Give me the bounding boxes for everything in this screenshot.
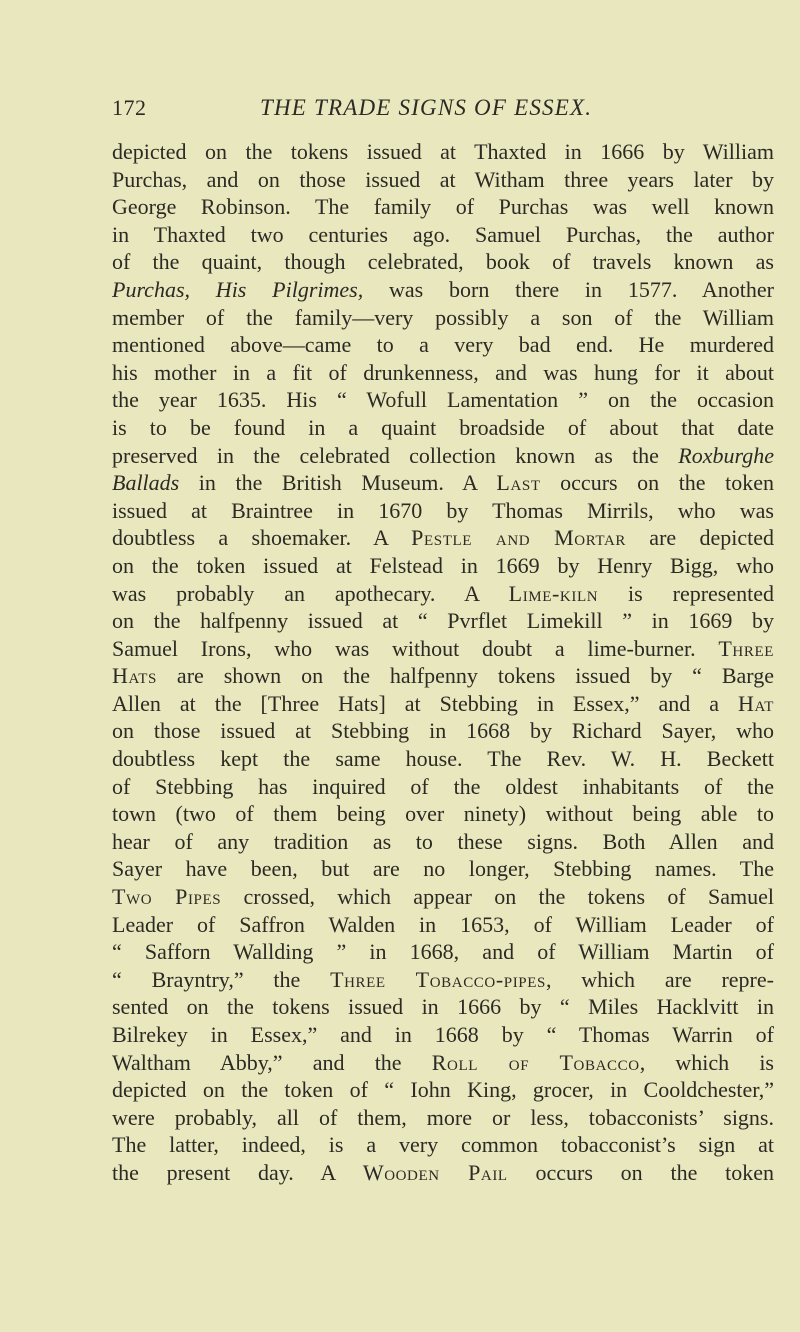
- italic-text: Ballads: [112, 470, 180, 496]
- small-caps-text: Two Pipes: [112, 884, 222, 910]
- body-paragraph: [112, 138, 774, 1187]
- text-run: preserved in the celebrated collection known as the: [112, 442, 679, 468]
- text-run: , which is: [639, 1049, 774, 1075]
- text-line: [112, 800, 774, 828]
- text-run: are depicted: [626, 525, 774, 551]
- italic-text: Roxburghe: [678, 442, 774, 468]
- text-run: Leader of Saffron Walden in 1653, of William Leader of: [112, 911, 774, 937]
- text-line: [112, 304, 774, 332]
- text-line: [112, 276, 774, 304]
- text-line: [112, 883, 774, 911]
- small-caps-text: Last: [496, 470, 541, 496]
- text-run: doubtless a shoemaker. A: [112, 525, 412, 551]
- text-run: mentioned above—came to a very bad end. He murdered: [112, 332, 774, 358]
- text-line: [112, 331, 774, 359]
- text-line: [112, 855, 774, 883]
- text-line: [112, 414, 774, 442]
- small-caps-text: Lime-kiln: [508, 580, 599, 606]
- text-run: , which are repre-: [545, 966, 774, 992]
- text-line: [112, 773, 774, 801]
- text-run: Purchas, and on those issued at Witham three years later by: [112, 166, 774, 192]
- text-line: [112, 1104, 774, 1132]
- text-run: Bilrekey in Essex,” and in 1668 by “ Thomas Warrin of: [112, 1022, 774, 1047]
- text-line: [112, 938, 774, 966]
- text-run: George Robinson. The family of Purchas was well known: [112, 194, 774, 220]
- text-run: is represented: [598, 580, 774, 606]
- text-line: [112, 1076, 774, 1104]
- text-run: of Stebbing has inquired of the oldest inhabitants of the: [112, 773, 774, 799]
- text-run: hear of any tradition as to these signs. Both Allen and: [112, 828, 774, 854]
- text-run: was born there in 1577. Another: [363, 276, 774, 302]
- text-run: on the token issued at Felstead in 1669 by Henry Bigg, who: [112, 552, 774, 578]
- text-line: [112, 359, 774, 387]
- italic-text: Purchas, His Pilgrimes,: [112, 276, 364, 302]
- text-line: [112, 442, 774, 470]
- text-line: [112, 469, 774, 497]
- text-run: his mother in a fit of drunkenness, and was hung for it about: [112, 359, 774, 385]
- text-line: [112, 138, 774, 166]
- text-run: town (two of them being over ninety) without being able to: [112, 801, 774, 827]
- text-run: “ Brayntry,” the: [112, 966, 331, 992]
- text-run: Sayer have been, but are no longer, Stebbing names. The: [112, 856, 774, 882]
- small-caps-text: Hat: [737, 690, 774, 716]
- text-run: occurs on the token: [540, 470, 774, 496]
- text-line: [112, 166, 774, 194]
- text-run: “ Safforn Wallding ” in 1668, and of William Martin of: [112, 939, 774, 965]
- text-line: [112, 524, 774, 552]
- text-run: the year 1635. His “ Wofull Lamentation ” on the occasion: [112, 387, 774, 413]
- text-run: on those issued at Stebbing in 1668 by Richard Sayer, who: [112, 718, 774, 744]
- small-caps-text: Roll of Tobacco: [431, 1049, 640, 1075]
- small-caps-text: Three Tobacco-pipes: [330, 966, 546, 992]
- text-line: [112, 828, 774, 856]
- text-line: [112, 193, 774, 221]
- text-run: depicted on the token of “ Iohn King, grocer, in Cooldchester,”: [112, 1077, 774, 1103]
- text-line: [112, 1131, 774, 1159]
- text-run: member of the family—very possibly a son of the William: [112, 304, 774, 330]
- text-line: [112, 635, 774, 663]
- text-line: [112, 662, 774, 690]
- text-run: on the halfpenny issued at “ Pvrflet Limekill ” in 1669 by: [112, 608, 774, 634]
- text-run: Samuel Irons, who was without doubt a lime-burner.: [112, 635, 719, 661]
- text-run: are shown on the halfpenny tokens issued by “ Barge: [156, 663, 774, 689]
- text-run: depicted on the tokens issued at Thaxted in 1666 by William: [112, 139, 774, 164]
- text-run: of the quaint, though celebrated, book of travels known as: [112, 249, 774, 275]
- text-line: [112, 966, 774, 994]
- text-line: [112, 690, 774, 718]
- text-line: [112, 386, 774, 414]
- text-line: [112, 221, 774, 249]
- text-run: the present day. A: [112, 1159, 363, 1185]
- small-caps-text: Wooden Pail: [362, 1159, 508, 1185]
- text-run: were probably, all of them, more or less, tobacconists’ signs.: [112, 1104, 774, 1130]
- text-line: [112, 717, 774, 745]
- small-caps-text: Hats: [112, 663, 157, 689]
- text-run: is to be found in a quaint broadside of about that date: [112, 414, 774, 440]
- text-line: [112, 580, 774, 608]
- text-run: in Thaxted two centuries ago. Samuel Purchas, the author: [112, 221, 774, 247]
- text-line: [112, 497, 774, 525]
- small-caps-text: Pestle and Mortar: [411, 525, 626, 551]
- text-run: in the British Museum. A: [179, 470, 497, 496]
- text-run: sented on the tokens issued in 1666 by “ Miles Hacklvitt in: [112, 994, 774, 1020]
- text-line: [112, 607, 774, 635]
- text-run: Allen at the [Three Hats] at Stebbing in Essex,” and a: [112, 690, 738, 716]
- running-head: [112, 95, 774, 125]
- text-run: crossed, which appear on the tokens of Samuel: [221, 884, 774, 910]
- page-number: 172: [112, 95, 147, 120]
- text-line: [112, 993, 774, 1021]
- text-run: was probably an apothecary. A: [112, 580, 509, 606]
- text-line: [112, 911, 774, 939]
- text-run: occurs on the token: [507, 1159, 774, 1185]
- text-line: [112, 1021, 774, 1049]
- running-title: THE TRADE SIGNS OF ESSEX.: [260, 95, 593, 120]
- text-line: [112, 1049, 774, 1077]
- text-run: Waltham Abby,” and the: [112, 1049, 432, 1075]
- text-line: [112, 745, 774, 773]
- text-line: [112, 552, 774, 580]
- small-caps-text: Three: [718, 635, 774, 661]
- text-run: doubtless kept the same house. The Rev. W. H. Beckett: [112, 746, 774, 772]
- text-line: [112, 1159, 774, 1187]
- text-run: issued at Braintree in 1670 by Thomas Mirrils, who was: [112, 497, 774, 523]
- text-run: The latter, indeed, is a very common tobacconist’s sign at: [112, 1132, 774, 1158]
- text-line: [112, 248, 774, 276]
